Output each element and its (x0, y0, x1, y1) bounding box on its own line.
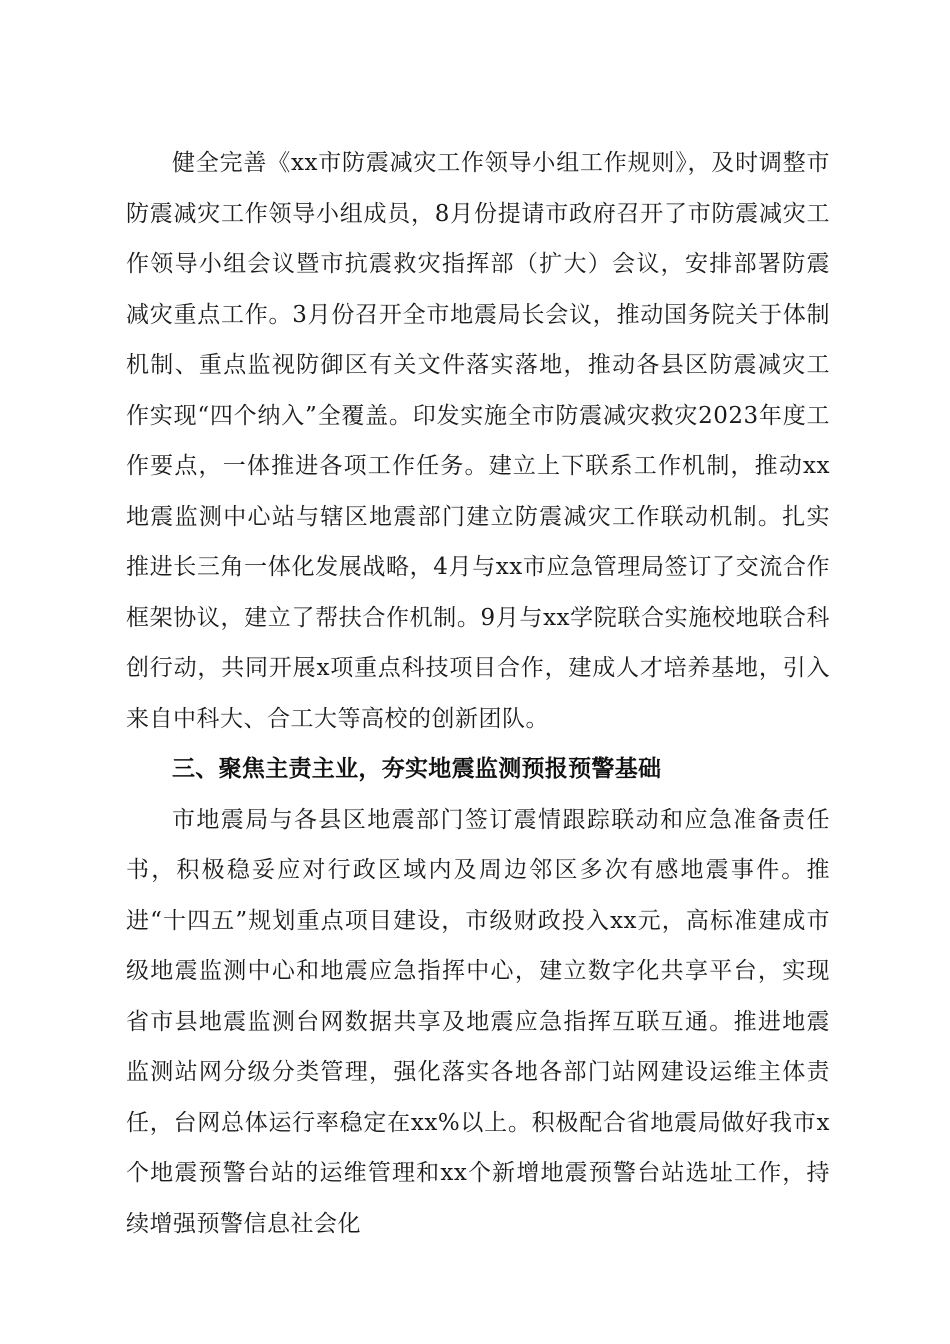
section-heading-3: 三、聚焦主责主业，夯实地震监测预报预警基础 (172, 756, 662, 782)
paragraph-monitoring-forecast: 市地震局与各县区地震部门签订震情跟踪联动和应急准备责任书，积极稳妥应对行政区域内及周边邻区多次有感地震事件。推进“十四五”规划重点项目建设，市级财政投入xx元，高标准建成市级地震监测中心和地震应急指挥中心，建立数字化共享平台，实现省市县地震监测台网数据共享及地震应急指挥互联互通。推进地震监测站网分级分类管理，强化落实各地各部门站网建设运维主体责任，台网总体运行率稳定在xx%以上。积极配合省地震局做好我市x个地震预警台站的运维管理和xx个新增地震预警台站选址工作，持续增强预警信息社会化 (126, 806, 830, 1237)
paragraph-leadership-mechanism: 健全完善《xx市防震减灾工作领导小组工作规则》，及时调整市防震减灾工作领导小组成员，8月份提请市政府召开了市防震减灾工作领导小组会议暨市抗震救灾指挥部（扩大）会议，安排部署防震减灾重点工作。3月份召开全市地震局长会议，推动国务院关于体制机制、重点监视防御区有关文件落实落地，推动各县区防震减灾工作实现“四个纳入”全覆盖。印发实施全市防震减灾救灾2023年度工作要点，一体推进各项工作任务。建立上下联系工作机制，推动xx地震监测中心站与辖区地震部门建立防震减灾工作联动机制。扎实推进长三角一体化发展战略，4月与xx市应急管理局签订了交流合作框架协议，建立了帮扶合作机制。9月与xx学院联合实施校地联合科创行动，共同开展x项重点科技项目合作，建成人才培养基地，引入来自中科大、合工大等高校的创新团队。 (126, 150, 830, 732)
document-body (126, 138, 830, 1249)
